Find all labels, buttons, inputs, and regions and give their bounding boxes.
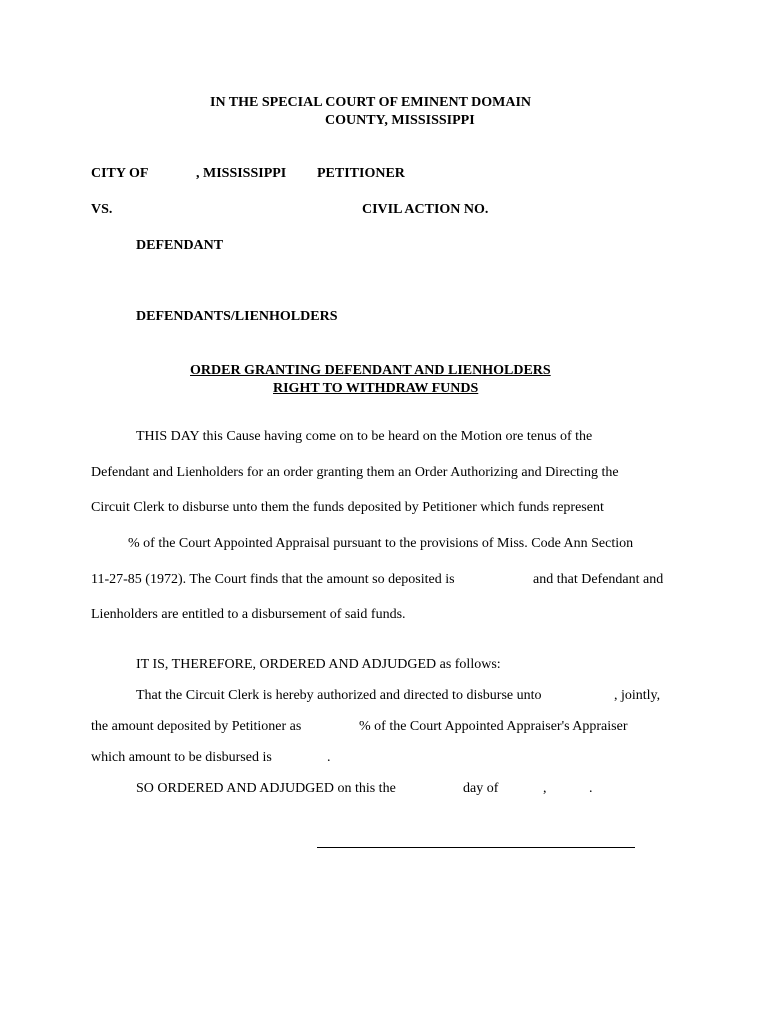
court-heading-line2: COUNTY, MISSISSIPPI (325, 113, 475, 128)
paragraph1-line5-start: 11-27-85 (1972). The Court finds that the amount so deposited is (91, 572, 455, 587)
ordered-adjudged-line: IT IS, THEREFORE, ORDERED AND ADJUDGED as follows: (136, 657, 501, 672)
so-ordered-day-of: day of (463, 781, 499, 796)
paragraph2-line1-start: That the Circuit Clerk is hereby authorized and directed to disburse unto (136, 688, 542, 703)
versus-label: VS. (91, 202, 113, 217)
paragraph2-line1-end: , jointly, (614, 688, 661, 703)
defendant-label: DEFENDANT (136, 238, 224, 253)
paragraph1-line1: THIS DAY this Cause having come on to be heard on the Motion ore tenus of the (136, 429, 593, 444)
paragraph1-line4: % of the Court Appointed Appraisal pursuant to the provisions of Miss. Code Ann Section (128, 536, 634, 551)
paragraph2-line3-start: which amount to be disbursed is (91, 750, 272, 765)
so-ordered-period: . (589, 781, 593, 796)
order-title-line1: ORDER GRANTING DEFENDANT AND LIENHOLDERS (190, 363, 551, 378)
order-title-line2: RIGHT TO WITHDRAW FUNDS (273, 381, 479, 396)
paragraph1-line5-end: and that Defendant and (533, 572, 664, 587)
city-of-label: CITY OF (91, 166, 149, 181)
civil-action-label: CIVIL ACTION NO. (362, 202, 489, 217)
paragraph1-line3: Circuit Clerk to disburse unto them the funds deposited by Petitioner which funds represent (91, 500, 604, 515)
paragraph1-line6: Lienholders are entitled to a disbursement of said funds. (91, 607, 406, 622)
paragraph2-line3-end: . (327, 750, 331, 765)
paragraph2-line2-start: the amount deposited by Petitioner as (91, 719, 302, 734)
paragraph1-line2: Defendant and Lienholders for an order granting them an Order Authorizing and Directing the (91, 465, 619, 480)
signature-line (317, 847, 635, 848)
defendants-lienholders-label: DEFENDANTS/LIENHOLDERS (136, 309, 338, 324)
petitioner-label: PETITIONER (317, 166, 405, 181)
court-heading-line1: IN THE SPECIAL COURT OF EMINENT DOMAIN (210, 95, 532, 110)
so-ordered-line-start: SO ORDERED AND ADJUDGED on this the (136, 781, 396, 796)
paragraph2-line2-end: % of the Court Appointed Appraiser's Appraiser (359, 719, 628, 734)
so-ordered-comma: , (543, 781, 547, 796)
mississippi-label: , MISSISSIPPI (196, 166, 287, 181)
